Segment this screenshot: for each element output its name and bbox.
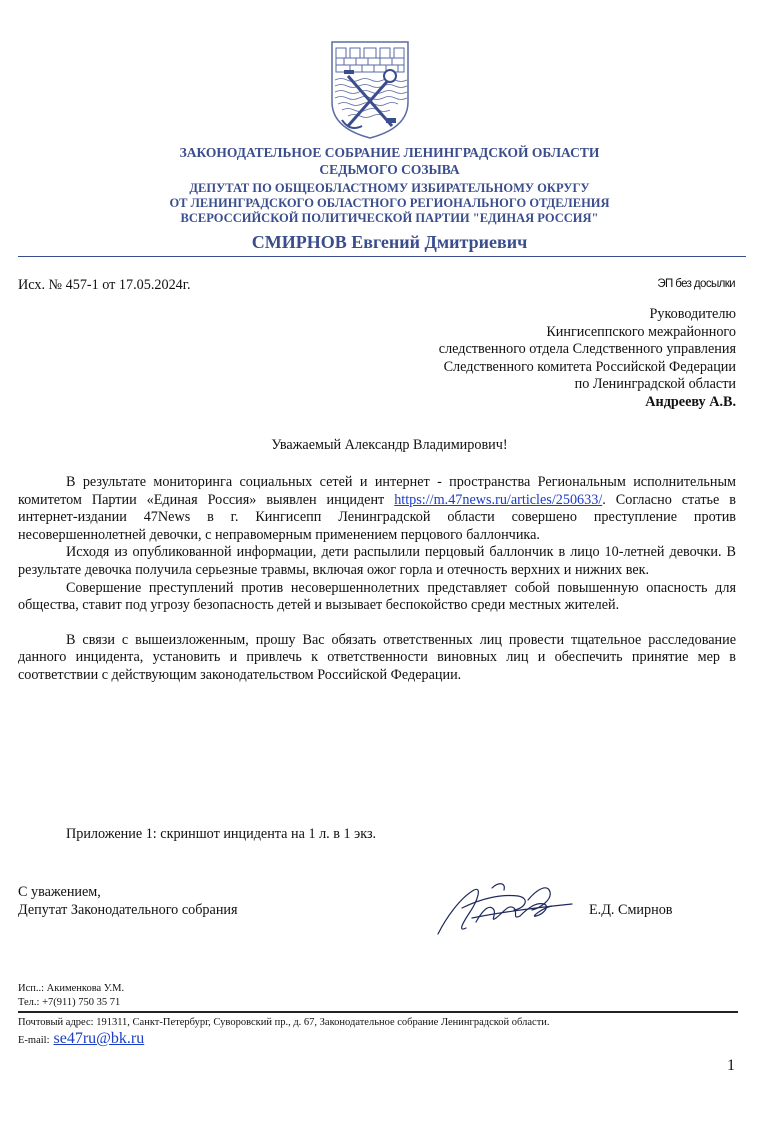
p1-text: В результате мониторинга социальных сетей и интернет - пространства Региональным исполнительным комитетом Партии «Единая Россия» выявлен инцидент [18, 474, 736, 508]
addressee-block [316, 306, 736, 412]
executor-phone: Тел.: +7(911) 750 35 71 [18, 997, 121, 1008]
parliament-title: ЗАКОНОДАТЕЛЬНОЕ СОБРАНИЕ ЛЕНИНГРАДСКОЙ ОБЛАСТИ [179, 145, 600, 160]
salutation: Уважаемый Александр Владимирович! [271, 437, 508, 453]
convocation-title: СЕДЬМОГО СОЗЫВА [319, 162, 460, 177]
page-number: 1 [727, 1057, 735, 1074]
addressee-line: по Ленинградской области [574, 376, 736, 393]
postal-address [18, 1016, 550, 1029]
deputy-district-line: ДЕПУТАТ ПО ОБЩЕОБЛАСТНОМУ ИЗБИРАТЕЛЬНОМУ ОКРУГУ [189, 181, 590, 195]
addressee-line: Руководителю [649, 306, 736, 322]
email-label: E-mail: [18, 1035, 50, 1046]
executor: Исп..: Акименкова У.М. [18, 983, 125, 994]
footer-divider [18, 1011, 738, 1013]
body-paragraph-1 [18, 474, 736, 544]
body-paragraph-2: Исходя из опубликованной информации, дети распылили перцовый баллончик в лицо 10-летней девочки. В результате девочка получила серьезные травмы, включая ожог горла и отечность верхних и нижних век. [18, 544, 736, 578]
address-label: Почтовый адрес: [18, 1017, 94, 1028]
addressee-line: Следственного комитета Российской Федерации [443, 358, 736, 375]
electronic-mark: ЭП без досылки [657, 278, 735, 290]
signer-title: Депутат Законодательного собрания [18, 902, 238, 918]
party-line: ВСЕРОССИЙСКОЙ ПОЛИТИЧЕСКОЙ ПАРТИИ "ЕДИНАЯ РОССИЯ" [180, 211, 599, 225]
deputy-name: СМИРНОВ Евгений Дмитриевич [251, 232, 528, 252]
addressee-line: Кингисеппского межрайонного [546, 323, 736, 340]
p1-text-end: . Согласно статье в интернет-издании 47News в г. Кингисепп Ленинградской области совершено преступление против несовершеннолетней девочки, с неправомерным применением перцового баллончика. [18, 491, 736, 543]
address-text: 191311, Санкт-Петербург, Суворовский пр., д. 67, Законодательное собрание Ленинградской области. [93, 1017, 550, 1028]
outgoing-reference: Исх. № 457-1 от 17.05.2024г. [18, 277, 191, 293]
letter-body [18, 474, 736, 685]
coat-of-arms-emblem [330, 40, 410, 140]
addressee-line: следственного отдела Следственного управления [438, 341, 736, 358]
body-paragraph-4: В связи с вышеизложенным, прошу Вас обязать ответственных лиц провести тщательное расследование данного инцидента, установить и привлечь к ответственности виновных лиц и обеспечить принятие мер в соответствии с действующим законодательством Российской Федерации. [18, 631, 736, 683]
closing: С уважением, [18, 884, 101, 900]
signer-name: Е.Д. Смирнов [589, 902, 673, 918]
attachment-note: Приложение 1: скриншот инцидента на 1 л. в 1 экз. [66, 826, 377, 842]
email-link[interactable]: se47ru@bk.ru [53, 1030, 145, 1047]
article-link[interactable]: https://m.47news.ru/articles/250633/ [394, 491, 603, 508]
email-row [18, 1030, 144, 1048]
handwritten-signature [432, 878, 582, 940]
addressee-name: Андрееву А.В. [645, 393, 736, 410]
header-divider [18, 256, 746, 257]
regional-branch-line: ОТ ЛЕНИНГРАДСКОГО ОБЛАСТНОГО РЕГИОНАЛЬНОГО ОТДЕЛЕНИЯ [169, 196, 610, 210]
body-paragraph-3: Совершение преступлений против несовершеннолетних представляет собой повышенную опасность для общества, ставит под угрозу безопасность детей и вызывает беспокойство среди местных жителей. [18, 579, 736, 614]
